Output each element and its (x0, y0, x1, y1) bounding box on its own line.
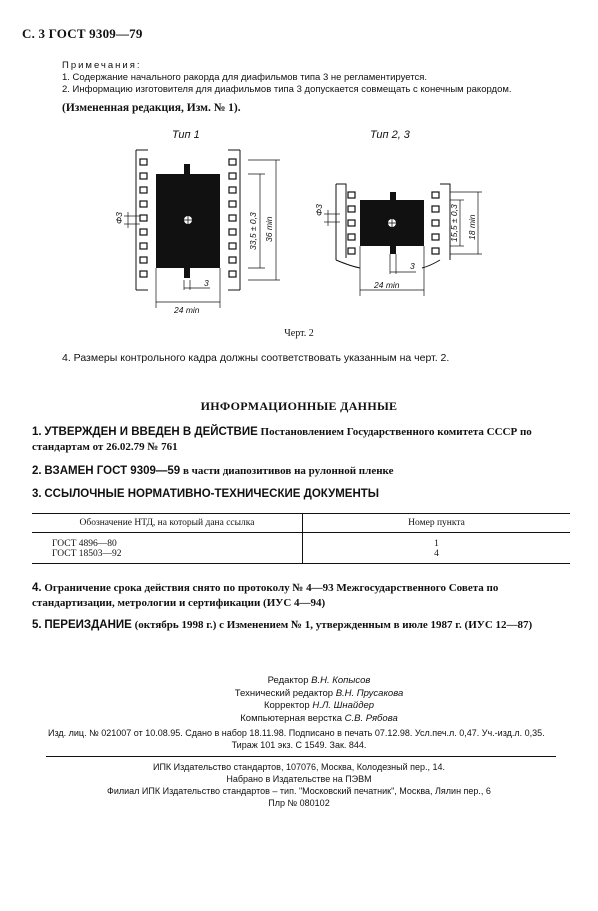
table-cell-doc: ГОСТ 18503—92 (32, 549, 303, 564)
imprint-line-2: Тираж 101 экз. С 1549. Зак. 844. (231, 740, 367, 750)
layout-name: С.В. Рябова (344, 712, 398, 724)
info-item-2-text: в части диапозитивов на рулонной пленке (182, 465, 394, 477)
credits-block (0, 675, 598, 725)
page-header: С. 3 ГОСТ 9309—79 (22, 26, 143, 41)
info-item-5-heading: ПЕРЕИЗДАНИЕ (44, 619, 132, 631)
dim-width-label: 24 min (174, 305, 200, 315)
imprint-line-5: Филиал ИПК Издательство стандартов – тип. "Московский печатник", Москва, Лялин пер., 6 (107, 786, 491, 796)
table-header-row (32, 514, 570, 533)
dim-inner-label: 15,5 ± 0,3 (449, 204, 459, 242)
dim-inner-label: 33,5 ± 0,3 (248, 212, 258, 250)
figure-caption-type1: Тип 1 (172, 129, 200, 141)
tech-editor-label: Технический редактор (234, 687, 334, 699)
notes-block (62, 60, 512, 96)
info-item-3-heading: ССЫЛОЧНЫЕ НОРМАТИВНО-ТЕХНИЧЕСКИЕ ДОКУМЕНТЫ (44, 488, 380, 500)
table-cell-item: 1 (434, 539, 439, 549)
notes-title: Примечания: (62, 60, 142, 71)
info-item-3: 3. ССЫЛОЧНЫЕ НОРМАТИВНО-ТЕХНИЧЕСКИЕ ДОКУМЕНТЫ (32, 488, 380, 500)
corrector-name: Н.Л. Шнайдер (312, 700, 375, 711)
info-item-5: 5. ПЕРЕИЗДАНИЕ (октябрь 1998 г.) с Изменением № 1, утвержденным в июле 1987 г. (ИУС 12—87) (32, 619, 533, 631)
dim-outer-label: 36 min (264, 216, 274, 242)
note-item: 2. Информацию изготовителя для диафильмов типа 3 допускается совмещать с конечным ракордом. (62, 84, 512, 95)
figure-caption-type23: Тип 2, 3 (370, 129, 410, 141)
info-item-1: 1. УТВЕРЖДЕН И ВВЕДЕН В ДЕЙСТВИЕ Постановлением Государственного комитета СССР по стандартам от 26.02.79 № 761 (32, 426, 532, 453)
info-item-1-text: Постановлением Государственного комитета СССР по стандартам от 26.02.79 № 761 (32, 426, 532, 453)
dim-offset-label: 3 (410, 261, 415, 271)
column-header-doc: Обозначение НТД, на который дана ссылка (32, 514, 303, 533)
figure-type1 (100, 140, 300, 327)
info-item-2: 2. ВЗАМЕН ГОСТ 9309—59 в части диапозитивов на рулонной пленке (32, 465, 394, 477)
dim-offset-label: 3 (204, 278, 209, 288)
references-table (32, 513, 570, 564)
imprint-divider (46, 756, 556, 757)
tech-editor-name: В.Н. Прусакова (335, 687, 404, 699)
film-frame-type23-drawing (310, 170, 500, 300)
table-row (32, 549, 570, 564)
figure-type23 (310, 170, 500, 305)
imprint-line-1: Изд. лиц. № 021007 от 10.08.95. Сдано в набор 18.11.98. Подписано в печать 07.12.98. Усл.печ.л. 0,47. Уч.-изд.л. 0,35. (48, 728, 545, 738)
info-item-4: 4. Ограничение срока действия снято по протоколу № 4—93 Межгосударственного Совета по стандартизации, метрологии и сертификации (ИУС 4—94) (32, 582, 499, 609)
info-item-1-heading: УТВЕРЖДЕН И ВВЕДЕН В ДЕЙСТВИЕ (44, 426, 258, 438)
dim-hole-label: Φ3 (114, 212, 124, 224)
corrector-label: Корректор (263, 700, 310, 711)
imprint-line-6: Плр № 080102 (268, 798, 330, 808)
note-item: 1. Содержание начального ракорда для диафильмов типа 3 не регламентируется. (62, 72, 427, 83)
film-frame-type1-drawing (100, 140, 300, 322)
editor-label: Редактор (267, 675, 309, 686)
editor-name: В.Н. Копысов (311, 675, 371, 686)
figure-label: Черт. 2 (284, 328, 314, 339)
info-item-2-heading: ВЗАМЕН ГОСТ 9309—59 (44, 465, 181, 477)
change-note: (Измененная редакция, Изм. № 1). (62, 102, 241, 114)
table-cell-item: 4 (434, 549, 439, 559)
imprint-line-3: ИПК Издательство стандартов, 107076, Москва, Колодезный пер., 14. (152, 762, 445, 772)
dim-hole-label: Φ3 (314, 204, 324, 216)
table-row (32, 533, 570, 550)
table-cell-doc: ГОСТ 4896—80 (32, 533, 303, 550)
imprint-line-4: Набрано в Издательстве на ПЭВМ (226, 774, 372, 784)
layout-label: Компьютерная верстка (240, 712, 342, 724)
dim-width-label: 24 min (374, 280, 400, 290)
info-section-title: ИНФОРМАЦИОННЫЕ ДАННЫЕ (200, 399, 398, 413)
column-header-item: Номер пункта (408, 518, 465, 528)
info-item-5-text: (октябрь 1998 г.) с Изменением № 1, утвержденным в июле 1987 г. (ИУС 12—87) (134, 619, 533, 631)
info-item-4-text: Ограничение срока действия снято по протоколу № 4—93 Межгосударственного Совета по стандартизации, метрологии и сертификации (ИУС 4—94) (32, 582, 499, 609)
dim-outer-label: 18 min (467, 214, 477, 240)
item-4-text: 4. Размеры контрольного кадра должны соответствовать указанным на черт. 2. (62, 352, 450, 364)
